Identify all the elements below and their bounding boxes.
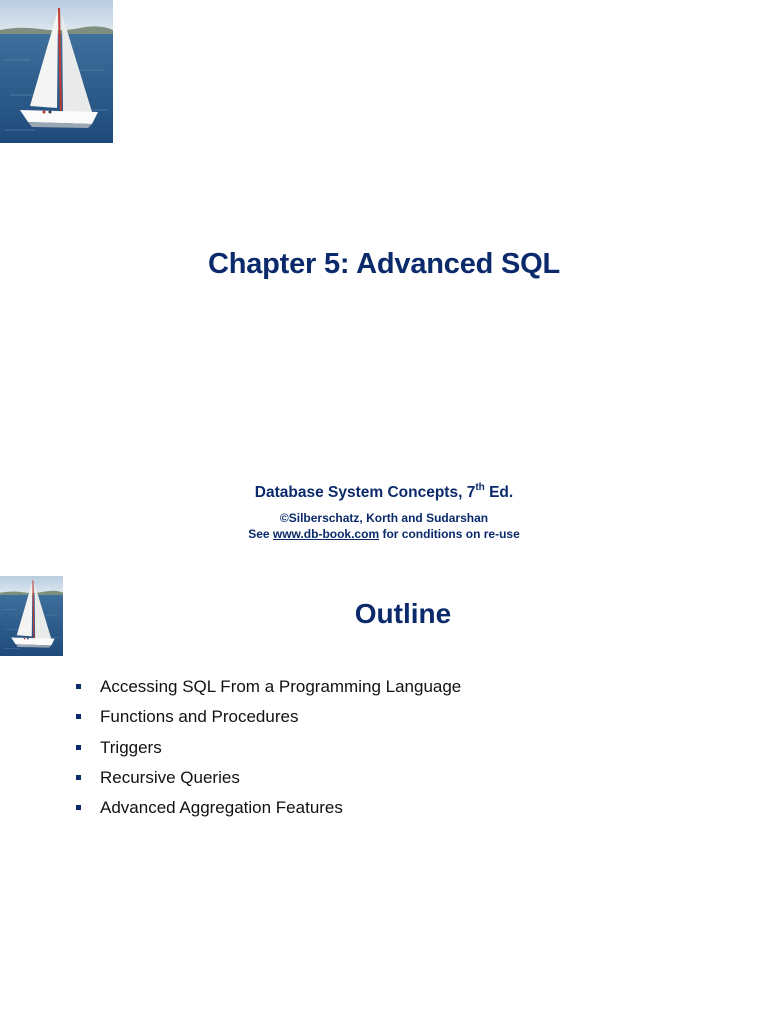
- square-bullet-icon: [76, 805, 81, 810]
- list-item: [76, 797, 461, 827]
- square-bullet-icon: [76, 684, 81, 689]
- outline-list: [76, 676, 461, 827]
- list-item: [76, 706, 461, 736]
- reuse-suffix: for conditions on re-use: [379, 527, 520, 541]
- list-item: [76, 767, 461, 797]
- list-item-text: Recursive Queries: [100, 767, 240, 787]
- list-item-text: Functions and Procedures: [100, 707, 299, 727]
- square-bullet-icon: [76, 775, 81, 780]
- square-bullet-icon: [76, 714, 81, 719]
- list-item-text: Triggers: [100, 737, 162, 757]
- outline-slide: [0, 576, 768, 1024]
- outline-title: Outline: [354, 598, 452, 629]
- book-title-superscript: th: [475, 482, 485, 493]
- chapter-title: Chapter 5: Advanced SQL: [207, 248, 561, 280]
- reuse-notice: [0, 527, 768, 541]
- square-bullet-icon: [76, 745, 81, 750]
- copyright-line: ©Silberschatz, Korth and Sudarshan: [279, 511, 489, 525]
- list-item-text: Accessing SQL From a Programming Language: [100, 677, 462, 696]
- book-title-main: Database System Concepts, 7: [254, 484, 476, 502]
- list-item: [76, 676, 461, 706]
- sailboat-image: [0, 576, 63, 656]
- book-title-edition: Ed.: [484, 484, 514, 502]
- sailboat-image: [0, 0, 113, 143]
- reuse-prefix: See: [248, 527, 273, 541]
- db-book-link[interactable]: www.db-book.com: [272, 527, 380, 541]
- book-title: [0, 483, 768, 502]
- list-item-text: Advanced Aggregation Features: [100, 798, 343, 818]
- list-item: [76, 737, 461, 767]
